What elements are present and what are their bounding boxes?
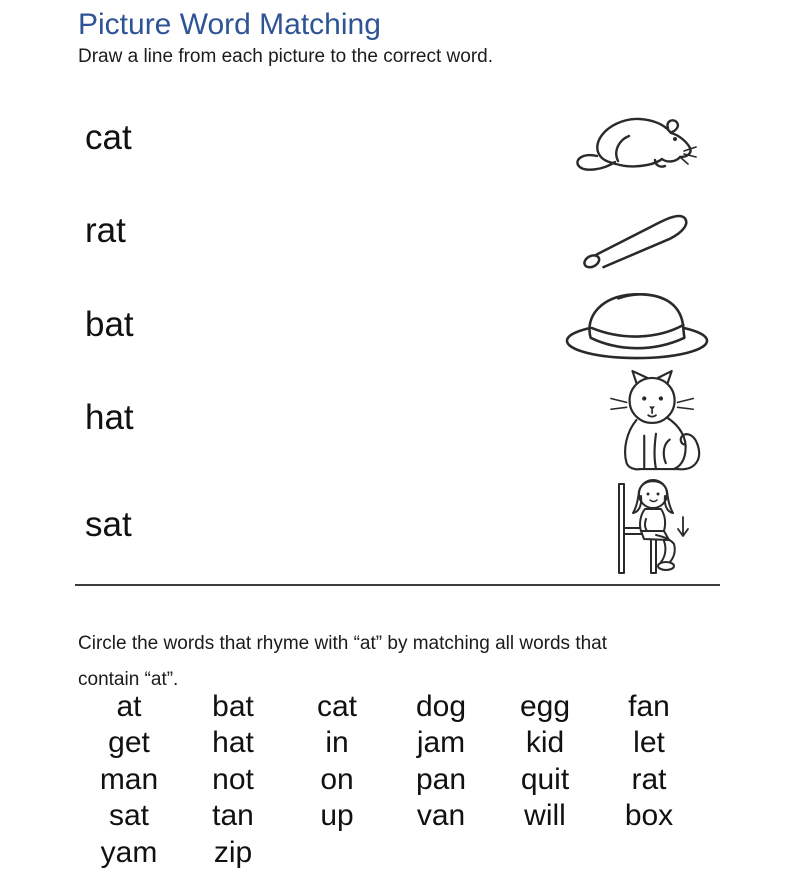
grid-word-bat[interactable]: bat [212, 690, 254, 723]
grid-word-cat[interactable]: cat [316, 690, 358, 723]
grid-word-let[interactable]: let [633, 726, 665, 760]
grid-word-kid[interactable]: kid [525, 726, 565, 760]
match-word-cat[interactable]: cat [85, 118, 132, 157]
grid-word-quit[interactable]: quit [520, 762, 570, 796]
match-word-hat[interactable]: hat [85, 398, 134, 437]
rat-drawing-icon[interactable] [575, 112, 697, 176]
grid-word-will[interactable]: will [524, 799, 566, 833]
grid-word-pan[interactable]: pan [415, 762, 467, 796]
girl-sitting-on-chair-drawing-icon[interactable] [611, 471, 689, 577]
grid-cell-empty [389, 835, 493, 871]
down-arrow-icon [678, 517, 688, 536]
section-divider [75, 584, 720, 586]
rhyme-word-grid [77, 689, 701, 871]
match-word-rat[interactable]: rat [85, 211, 126, 250]
grid-word-van[interactable]: van [416, 799, 466, 833]
page-title: Picture Word Matching [78, 8, 381, 41]
baseball-bat-drawing-icon[interactable] [583, 202, 690, 272]
instruction-matching: Draw a line from each picture to the correct word. [78, 46, 494, 67]
grid-word-box[interactable]: box [624, 799, 674, 833]
grid-word-not[interactable]: not [212, 762, 254, 796]
grid-word-fan[interactable]: fan [628, 690, 670, 723]
grid-word-jam[interactable]: jam [416, 726, 466, 760]
grid-word-hat[interactable]: hat [212, 726, 254, 760]
hat-drawing-icon[interactable] [564, 289, 710, 361]
match-word-sat[interactable]: sat [85, 505, 132, 544]
grid-word-sat[interactable]: sat [108, 799, 150, 833]
grid-word-yam[interactable]: yam [100, 835, 158, 869]
grid-word-on[interactable]: on [320, 762, 354, 796]
grid-word-man[interactable]: man [99, 762, 159, 796]
cat-drawing-icon[interactable] [607, 369, 705, 475]
grid-cell-empty [285, 835, 389, 871]
grid-word-dog[interactable]: dog [415, 690, 467, 723]
grid-cell-empty [597, 835, 701, 871]
grid-word-zip[interactable]: zip [213, 835, 253, 869]
match-word-bat[interactable]: bat [85, 305, 134, 344]
instruction-circle: Circle the words that rhyme with “at” by matching all words that contain “at”. [78, 633, 608, 690]
grid-word-tan[interactable]: tan [212, 799, 254, 833]
grid-word-in[interactable]: in [325, 726, 349, 760]
grid-word-rat[interactable]: rat [631, 762, 667, 796]
grid-cell-empty [493, 835, 597, 871]
grid-word-at[interactable]: at [116, 690, 142, 723]
grid-word-egg[interactable]: egg [519, 690, 571, 723]
grid-word-up[interactable]: up [320, 799, 354, 833]
grid-word-get[interactable]: get [108, 726, 150, 760]
